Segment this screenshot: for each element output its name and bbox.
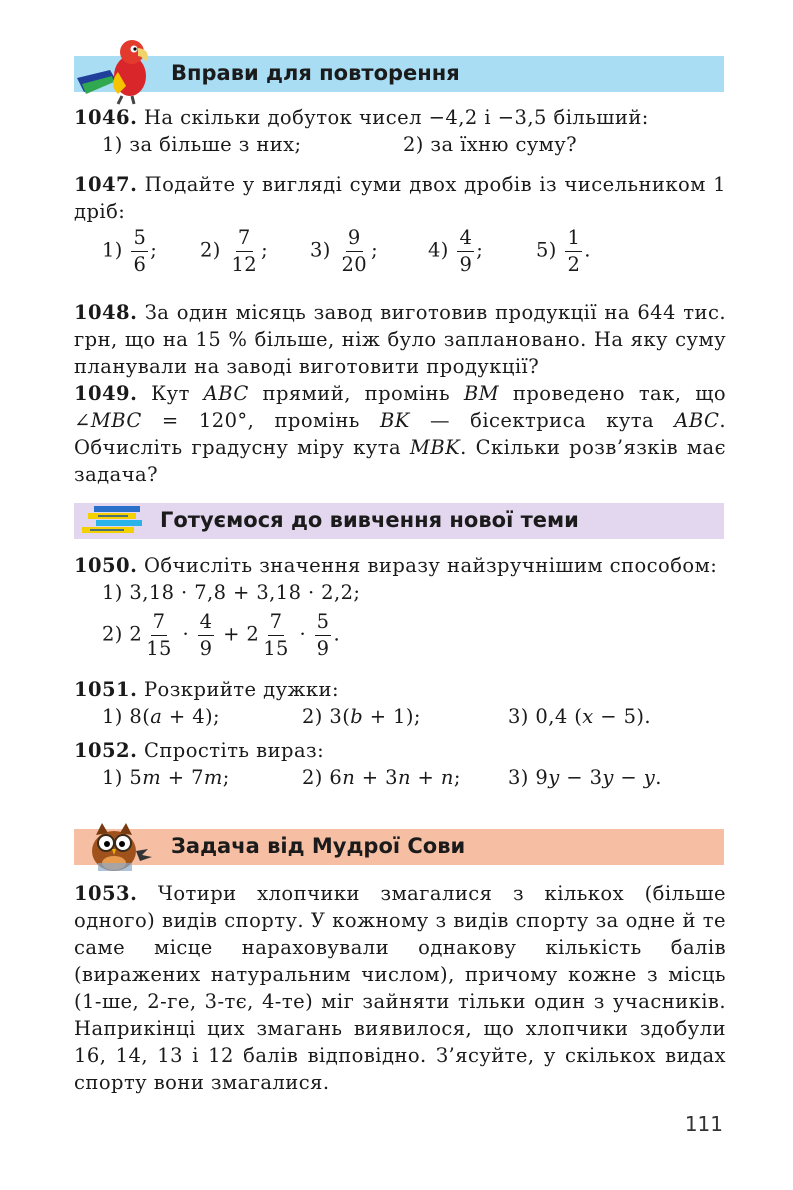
fraction xyxy=(457,228,474,274)
text: + 3 xyxy=(355,766,398,789)
text: 1) 5 xyxy=(102,766,143,789)
denominator: 9 xyxy=(316,636,330,660)
math-var: m xyxy=(203,766,223,789)
expression-2 xyxy=(102,612,340,658)
numerator: 5 xyxy=(131,228,148,252)
section-title: Вправи для повторення xyxy=(171,61,460,85)
math-var: ABC xyxy=(203,382,249,405)
punct: . xyxy=(333,622,341,646)
denominator: 20 xyxy=(341,252,368,276)
item-label: 3) xyxy=(310,238,331,262)
text: + xyxy=(410,766,441,789)
numerator: 4 xyxy=(457,228,474,252)
numerator: 7 xyxy=(151,612,168,636)
denominator: 9 xyxy=(459,252,473,276)
exercise-number: 1049. xyxy=(74,382,138,405)
fraction xyxy=(339,228,369,274)
punct: . xyxy=(584,238,591,262)
section-header-prepare xyxy=(74,503,724,539)
numerator: 7 xyxy=(268,612,285,636)
expression-1: 1) 3,18 · 7,8 + 3,18 · 2,2; xyxy=(102,581,361,604)
operator: · xyxy=(175,622,196,646)
exercise-number: 1052. xyxy=(74,739,138,762)
item-label: 5) xyxy=(536,238,557,262)
owl-icon xyxy=(74,815,164,875)
punct: ; xyxy=(476,238,484,262)
exercise-text: Розкрийте дужки: xyxy=(137,678,340,701)
fraction xyxy=(315,612,332,658)
fraction-item xyxy=(310,228,378,274)
exercise-text: На скільки добуток чисел −4,2 і −3,5 більший: xyxy=(137,106,649,129)
text: . xyxy=(655,766,662,789)
fraction-item xyxy=(102,228,157,274)
section-header-review xyxy=(74,56,724,92)
fraction xyxy=(261,612,291,658)
option-2: 2) за їхню суму? xyxy=(403,133,577,156)
books-icon xyxy=(76,504,146,534)
option-3 xyxy=(508,764,662,791)
item-label: 4) xyxy=(428,238,449,262)
option-1: 1) за більше з них; xyxy=(102,133,302,156)
text: − xyxy=(613,766,644,789)
text: . Обчисліть градусну міру кута xyxy=(74,409,726,459)
math-var: MBK xyxy=(409,436,461,459)
exercise-number: 1051. xyxy=(74,678,138,701)
fraction xyxy=(229,228,259,274)
fraction xyxy=(565,228,582,274)
numerator: 9 xyxy=(346,228,363,252)
text: 2) 6 xyxy=(302,766,343,789)
exercise-number: 1046. xyxy=(74,106,138,129)
exercise-text: Обчисліть значення виразу найзручнішим способом: xyxy=(137,554,718,577)
section-header-owl xyxy=(74,829,724,865)
exercise-text: Спростіть вираз: xyxy=(137,739,325,762)
text: − 5). xyxy=(593,705,651,728)
numerator: 5 xyxy=(315,612,332,636)
exercise-1046 xyxy=(74,104,726,131)
punct: ; xyxy=(261,238,269,262)
math-var: y xyxy=(548,766,560,789)
denominator: 9 xyxy=(199,636,213,660)
text: + 1); xyxy=(363,705,421,728)
text: 3) 0,4 ( xyxy=(508,705,583,728)
numerator: 1 xyxy=(565,228,582,252)
fraction xyxy=(198,612,215,658)
math-var: y xyxy=(643,766,656,789)
option-1 xyxy=(102,764,230,791)
text: Кут xyxy=(137,382,204,405)
text: — бісектриса кута xyxy=(409,409,675,432)
exercise-1050 xyxy=(74,552,726,579)
math-var: MBC xyxy=(90,409,142,432)
text: проведено так, що ∠ xyxy=(74,382,727,432)
math-var: x xyxy=(582,705,594,728)
math-var: y xyxy=(602,766,614,789)
exercise-text: За один місяць завод виготовив продукції на 644 тис. грн, що на 15 % більше, ніж було заплановано. На яку суму планували на заводі виготовити продукції? xyxy=(74,301,726,378)
fraction-item xyxy=(200,228,268,274)
option-2 xyxy=(302,764,461,791)
option-3 xyxy=(508,703,651,730)
text: + 7 xyxy=(161,766,204,789)
denominator: 15 xyxy=(263,636,289,660)
math-var: a xyxy=(150,705,163,728)
fraction xyxy=(131,228,148,274)
text: ; xyxy=(453,766,461,789)
math-var: BM xyxy=(463,382,500,405)
denominator: 2 xyxy=(567,252,581,276)
page-number: 111 xyxy=(684,1112,723,1136)
text: 1) 8( xyxy=(102,705,151,728)
item-label: 2) 2 xyxy=(102,622,143,646)
exercise-text: Подайте у вигляді суми двох дробів із чисельником 1 дріб: xyxy=(74,173,726,223)
denominator: 12 xyxy=(231,252,258,276)
text: 2) 3( xyxy=(302,705,351,728)
fraction-list xyxy=(102,228,662,284)
math-var: n xyxy=(440,766,454,789)
math-var: n xyxy=(342,766,356,789)
text: 3) 9 xyxy=(508,766,549,789)
text: ; xyxy=(222,766,230,789)
math-var: n xyxy=(397,766,411,789)
exercise-1051 xyxy=(74,676,726,703)
text: . Скільки розв’язків має задача? xyxy=(74,436,726,486)
math-var: b xyxy=(350,705,364,728)
text: − 3 xyxy=(559,766,603,789)
fraction-item xyxy=(536,228,591,274)
section-title: Задача від Мудрої Сови xyxy=(171,834,466,858)
exercise-number: 1050. xyxy=(74,554,138,577)
numerator: 7 xyxy=(236,228,253,252)
exercise-1053 xyxy=(74,880,726,1096)
math-var: BK xyxy=(380,409,410,432)
parrot-icon xyxy=(72,36,162,106)
punct: ; xyxy=(371,238,379,262)
exercise-1049 xyxy=(74,380,726,488)
exercise-number: 1047. xyxy=(74,173,138,196)
section-title: Готуємося до вивчення нової теми xyxy=(160,508,579,532)
text: = 120°, промінь xyxy=(141,409,381,432)
exercise-1047 xyxy=(74,171,726,225)
fraction-item xyxy=(428,228,483,274)
denominator: 15 xyxy=(146,636,172,660)
operator: + 2 xyxy=(216,622,260,646)
numerator: 4 xyxy=(198,612,215,636)
exercise-number: 1048. xyxy=(74,301,138,324)
fraction xyxy=(144,612,174,658)
punct: ; xyxy=(150,238,158,262)
item-label: 2) xyxy=(200,238,221,262)
math-var: ABC xyxy=(674,409,720,432)
denominator: 6 xyxy=(133,252,147,276)
operator: · xyxy=(292,622,313,646)
exercise-text: Чотири хлопчики змагалися з кількох (більше одного) видів спорту. У кожному з видів спорту за одне й те саме місце нараховували однакову кількість балів (виражених натуральним числом), причому кожне з місць (1-ше, 2-ге, 3-тє, 4-те) міг зайняти тільки один з учасників. Наприкінці цих змагань виявилося, що хлопчики здобули 16, 14, 13 і 12 балів відповідно. З’ясуйте, у скількох видах спорту вони змагалися. xyxy=(74,882,726,1094)
exercise-1052 xyxy=(74,737,726,764)
text: прямий, промінь xyxy=(248,382,464,405)
exercise-1048 xyxy=(74,299,726,380)
item-label: 1) xyxy=(102,238,123,262)
text: + 4); xyxy=(162,705,220,728)
option-1 xyxy=(102,703,220,730)
math-var: m xyxy=(142,766,162,789)
option-2 xyxy=(302,703,421,730)
exercise-number: 1053. xyxy=(74,882,138,905)
